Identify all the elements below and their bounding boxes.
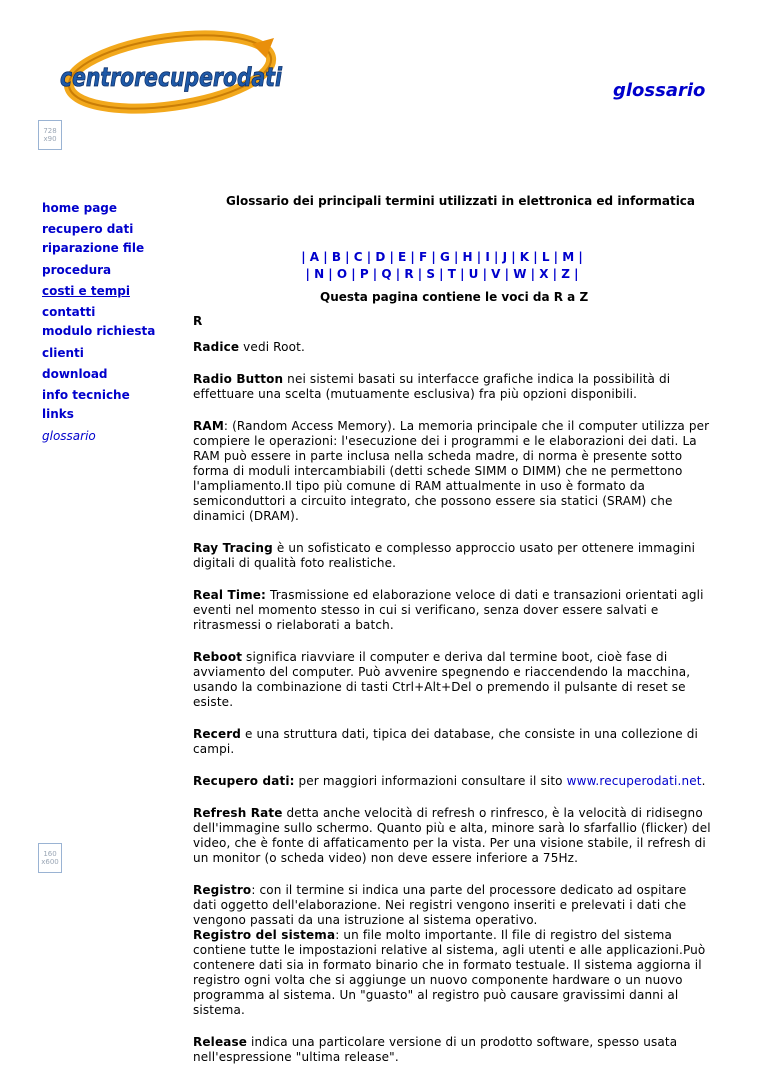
alphabet-link-g[interactable]: G <box>439 250 450 264</box>
glossary-term: Recupero dati: <box>193 774 295 788</box>
sidebar-item-recupero-dati[interactable]: recupero dati <box>42 222 134 236</box>
alphabet-link-x[interactable]: X <box>539 267 549 281</box>
page-title: glossario <box>613 80 706 101</box>
alphabet-link-t[interactable]: T <box>447 267 456 281</box>
ad-size-width: 728 <box>43 127 57 135</box>
alphabet-link-k[interactable]: K <box>519 250 530 264</box>
alphabet-row-1: | A | B | C | D | E | F | G | H | I | J | K | L | M | <box>301 250 583 264</box>
alphabet-link-c[interactable]: C <box>353 250 363 264</box>
alphabet-link-b[interactable]: B <box>331 250 341 264</box>
alphabet-index <box>262 249 622 283</box>
glossary-entry: Release indica una particolare versione di un prodotto software, spesso usata nell'espressione "ultima release". <box>193 1035 678 1064</box>
glossary-term: Recerd <box>193 727 242 741</box>
alphabet-link-u[interactable]: U <box>468 267 479 281</box>
glossary-entry: Refresh Rate detta anche velocità di refresh o rinfresco, è la velocità di ridisegno dell'immagine sullo schermo. Quanto più e alta, minore sarà lo sfarfallio (flicker) del video, che è fonte di affaticamento per la vista. Per una visione stabile, il refresh di un monitor (o scheda video) non deve essere inferiore a 75Hz. <box>193 806 711 865</box>
alphabet-link-s[interactable]: S <box>426 267 435 281</box>
sidebar-item-download[interactable]: download <box>42 367 108 381</box>
site-logo[interactable] <box>52 20 288 124</box>
sidebar-item-riparazione-file[interactable]: riparazione file <box>42 241 145 255</box>
alphabet-link-l[interactable]: L <box>541 250 550 264</box>
alphabet-link-m[interactable]: M <box>562 250 575 264</box>
glossary-entry: Registro: con il termine si indica una parte del processore dedicato ad ospitare dati oggetto dell'elaborazione. Nei registri vengono inseriti e prelevati i dati che vengono passati da una istruzione al sistema operativo. Registro del sistema: un file molto importante. Il file di registro del sistema contiene tutte le impostazioni relative al sistema, agli utenti e alle applicazioni.Può contenere dati sia in formato binario che in formato testuale. Il sistema aggiorna il registro ogni volta che si aggiunge un nuovo componente hardware o un nuovo programma al sistema. Un "guasto" al registro può causare gravissimi danni al sistema. <box>193 883 706 1017</box>
sidebar-item-clienti[interactable]: clienti <box>42 346 84 360</box>
glossary-entry: Ray Tracing è un sofisticato e complesso approccio usato per ottenere immagini digitali di qualità foto realistiche. <box>193 541 696 570</box>
ad-size-width: 160 <box>43 850 57 858</box>
glossary-entry: Real Time: Trasmissione ed elaborazione veloce di dati e transazioni orientati agli eventi nel momento stesso in cui si verificano, senza dover essere salvati e ritrasmessi o rielaborati a batch. <box>193 588 704 632</box>
glossary-term: Refresh Rate <box>193 806 283 820</box>
sidebar-item-modulo-richiesta[interactable]: modulo richiesta <box>42 324 156 338</box>
glossary-entry: RAM: (Random Access Memory). La memoria principale che il computer utilizza per compiere le operazioni: l'esecuzione dei i programmi e le elaborazioni dei dati. La RAM può essere in parte inclusa nella scheda madre, di norma è presente sotto forma di moduli intercambiabili (detti schede SIMM o DIMM) che ne permettono l'ampliamento.Il tipo più comune di RAM attualmente in uso è formato da semiconduttori a circuito integrato, che possono essere sia statici (SRAM) che dinamici (DRAM). <box>193 419 710 523</box>
glossary-entry: Radice vedi Root. <box>193 340 305 354</box>
alphabet-link-v[interactable]: V <box>491 267 501 281</box>
alphabet-link-i[interactable]: I <box>485 250 490 264</box>
alphabet-link-n[interactable]: N <box>314 267 325 281</box>
alphabet-link-f[interactable]: F <box>418 250 428 264</box>
alphabet-link-d[interactable]: D <box>375 250 386 264</box>
alphabet-link-p[interactable]: P <box>359 267 369 281</box>
ad-placeholder-side[interactable] <box>38 843 62 873</box>
ad-size-height: x90 <box>43 135 57 143</box>
sidebar-item-costi-e-tempi[interactable]: costi e tempi <box>42 284 130 298</box>
glossary-term: Radio Button <box>193 372 284 386</box>
main-heading: Glossario dei principali termini utilizzati in elettronica ed informatica <box>226 194 696 208</box>
alphabet-link-r[interactable]: R <box>404 267 414 281</box>
glossary-entry: Recupero dati: per maggiori informazioni consultare il sito www.recuperodati.net. <box>193 774 706 788</box>
alphabet-link-w[interactable]: W <box>513 267 527 281</box>
alphabet-link-q[interactable]: Q <box>381 267 392 281</box>
sidebar-item-links[interactable]: links <box>42 407 74 421</box>
glossary-term: Real Time: <box>193 588 267 602</box>
page-intro: Questa pagina contiene le voci da R a Z <box>320 290 589 304</box>
alphabet-link-h[interactable]: H <box>462 250 473 264</box>
glossary-term: RAM <box>193 419 224 433</box>
glossary-term: Ray Tracing <box>193 541 273 555</box>
ad-placeholder-top[interactable] <box>38 120 62 150</box>
glossary-term: Radice <box>193 340 240 354</box>
glossary-term: Release <box>193 1035 248 1049</box>
sidebar-item-home-page[interactable]: home page <box>42 201 118 215</box>
external-link[interactable]: www.recuperodati.net <box>566 774 702 788</box>
glossary-entry: Reboot significa riavviare il computer e deriva dal termine boot, cioè fase di avviamento del computer. Può avvenire spegnendo e riaccendendo la macchina, usando la combinazione di tasti Ctrl+Alt+Del o premendo il pulsante di reset se esiste. <box>193 650 691 709</box>
sidebar-item-glossario[interactable]: glossario <box>42 429 96 443</box>
glossary-term: Reboot <box>193 650 243 664</box>
alphabet-link-o[interactable]: O <box>336 267 348 281</box>
alphabet-link-j[interactable]: J <box>502 250 508 264</box>
glossary-term: Registro del sistema <box>193 928 336 942</box>
alphabet-row-2: | N | O | P | Q | R | S | T | U | V | W | X | Z | <box>305 267 579 281</box>
glossary-entry: Recerd e una struttura dati, tipica dei database, che consiste in una collezione di campi. <box>193 727 698 756</box>
section-letter: R <box>193 314 203 328</box>
alphabet-link-z[interactable]: Z <box>561 267 570 281</box>
glossary-entry: Radio Button nei sistemi basati su interfacce grafiche indica la possibilità di effettuare una scelta (mutuamente esclusiva) fra più opzioni disponibili. <box>193 372 671 401</box>
sidebar-item-procedura[interactable]: procedura <box>42 263 112 277</box>
sidebar-item-contatti[interactable]: contatti <box>42 305 96 319</box>
sidebar-item-info-tecniche[interactable]: info tecniche <box>42 388 130 402</box>
alphabet-link-a[interactable]: A <box>309 250 320 264</box>
glossary-term: Registro <box>193 883 252 897</box>
logo-text: centrorecuperodati <box>60 63 283 93</box>
alphabet-link-e[interactable]: E <box>398 250 407 264</box>
ad-size-height: x600 <box>41 858 59 866</box>
glossary-entries <box>193 340 713 1082</box>
